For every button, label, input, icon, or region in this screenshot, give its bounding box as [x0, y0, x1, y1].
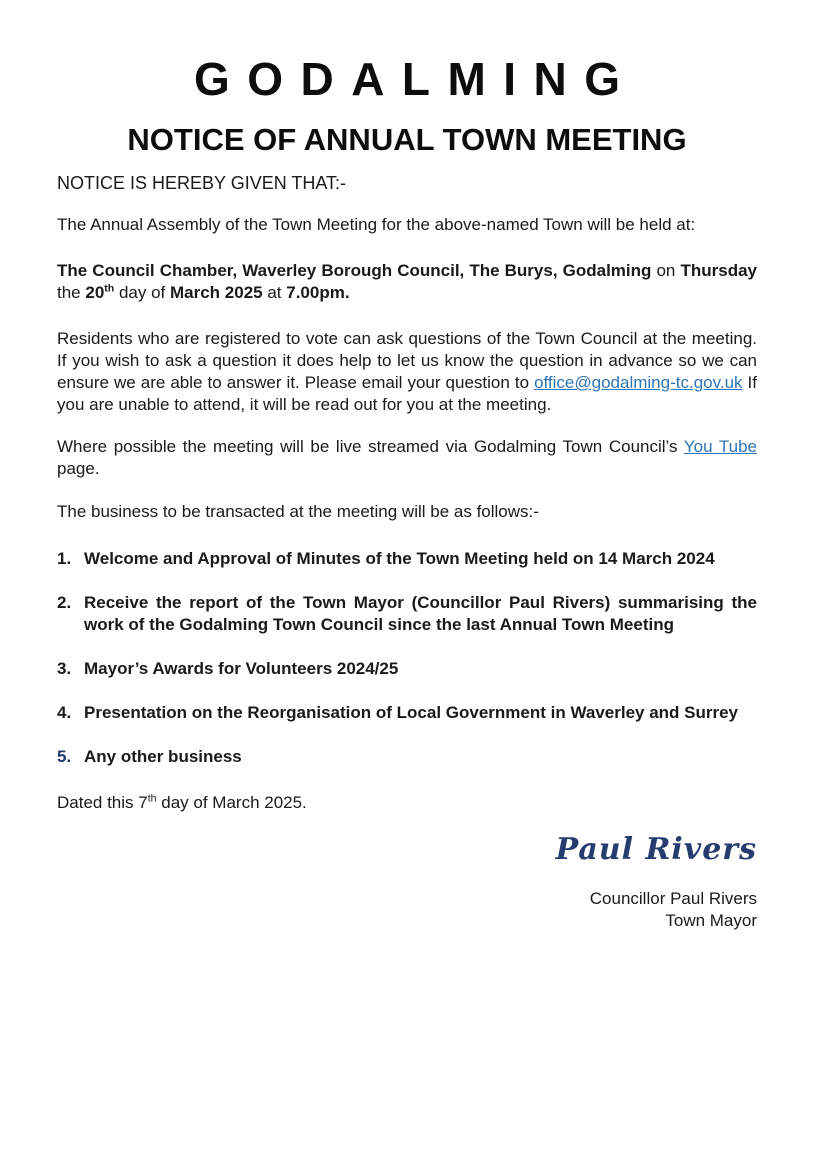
agenda-item-2	[57, 592, 757, 636]
youtube-link[interactable]: You Tube	[683, 437, 757, 456]
signoff-block	[57, 888, 757, 932]
livestream-text-before: Where possible the meeting will be live streamed via Godalming Town Council’s	[57, 437, 684, 456]
page-subtitle: NOTICE OF ANNUAL TOWN MEETING	[127, 122, 687, 157]
intro-paragraph: The Annual Assembly of the Town Meeting for the above-named Town will be held at:	[57, 215, 696, 234]
venue-conj-the: the	[57, 283, 86, 302]
livestream-text-after: page.	[57, 459, 100, 478]
agenda-item-3-number: 3.	[57, 659, 72, 678]
page-title: GODALMING	[193, 53, 638, 105]
signoff-role: Town Mayor	[665, 911, 757, 930]
agenda-item-1-number: 1.	[57, 549, 72, 568]
dated-ordinal: th	[147, 792, 157, 805]
agenda-item-1	[57, 548, 757, 570]
email-link[interactable]: office@godalming-tc.gov.uk	[534, 373, 743, 392]
questions-text-before: Residents who are registered to vote can ask questions of the Town Council at the meeting. If you wish to ask a question it does help to let us know the question in advance so we can ensure we are able to answer it. Please email your question to	[57, 329, 757, 392]
venue-time: 7.00pm.	[286, 283, 350, 302]
venue-paragraph	[57, 260, 757, 304]
agenda-item-4	[57, 702, 757, 724]
agenda-item-5	[57, 746, 757, 768]
agenda-item-5-number: 5.	[57, 747, 72, 766]
document-body	[57, 172, 757, 932]
agenda-item-2-text: Receive the report of the Town Mayor (Councillor Paul Rivers) summarising the work of the Godalming Town Council since the last Annual Town Meeting	[84, 593, 757, 634]
venue-date-ordinal: th	[104, 282, 115, 295]
livestream-paragraph	[57, 436, 757, 480]
questions-paragraph	[57, 328, 757, 416]
notice-given-line: NOTICE IS HEREBY GIVEN THAT:-	[57, 173, 347, 193]
venue-conj-at: at	[262, 283, 287, 302]
agenda-item-1-text: Welcome and Approval of Minutes of the Town Meeting held on 14 March 2024	[84, 549, 715, 568]
dated-line	[57, 792, 757, 814]
dated-text-after: day of March 2025.	[156, 793, 307, 812]
agenda-item-3	[57, 658, 757, 680]
venue-day: Thursday	[680, 261, 757, 280]
venue-conj-on: on	[651, 261, 681, 280]
venue-conj-dayof: day of	[114, 283, 170, 302]
venue-location: The Council Chamber, Waverley Borough Council, The Burys, Godalming	[57, 261, 652, 280]
signoff-name: Councillor Paul Rivers	[589, 889, 757, 908]
questions-text-after: If you are unable to attend, it will be read out for you at the meeting.	[57, 373, 758, 414]
venue-date-number: 20	[85, 283, 105, 302]
agenda-item-3-text: Mayor’s Awards for Volunteers 2024/25	[84, 659, 399, 678]
agenda-item-4-number: 4.	[57, 703, 72, 722]
agenda-item-2-number: 2.	[57, 593, 72, 612]
agenda-item-4-text: Presentation on the Reorganisation of Local Government in Waverley and Surrey	[84, 703, 739, 722]
signature-handwriting: Paul Rivers	[555, 832, 757, 867]
dated-text-before: Dated this 7	[57, 793, 148, 812]
agenda-item-5-text: Any other business	[84, 747, 242, 766]
venue-month-year: March 2025	[170, 283, 263, 302]
business-line: The business to be transacted at the meeting will be as follows:-	[57, 502, 539, 521]
